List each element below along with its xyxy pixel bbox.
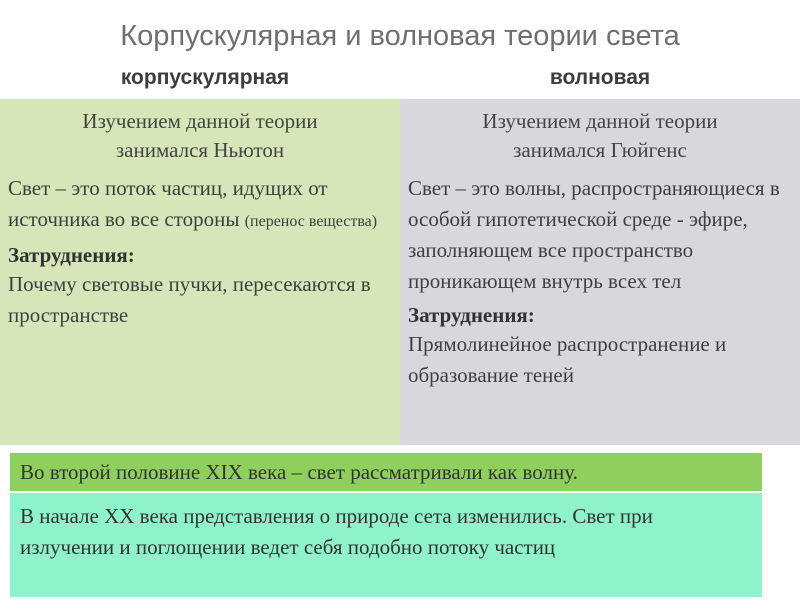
corpuscular-definition [0,173,400,237]
column-header-wave: волновая [549,66,651,89]
wave-author: Изучением данной теории занимался Гюйгенс [482,109,718,162]
corpuscular-definition-text: Свет – это поток частиц, идущих от источника во все стороны [8,176,328,231]
wave-difficulties-label: Затруднения: [408,303,535,327]
twentieth-century-note: В начале XX века представления о природе сета изменились. Свет при излучении и поглощении ведет себя подобно потоку частиц [10,493,762,597]
corpuscular-difficulties: Почему световые пучки, пересекаются в пространстве [8,272,371,327]
nineteenth-century-note: Во второй половине XIX века – свет рассматривали как волну. [10,453,762,491]
corpuscular-panel [0,99,400,445]
corpuscular-author: Изучением данной теории занимался Ньютон [82,109,318,162]
corpuscular-note: (перенос вещества) [244,213,378,230]
wave-difficulties: Прямолинейное распространение и образование теней [408,332,727,387]
slide-title: Корпускулярная и волновая теории света [120,20,680,52]
column-header-corpuscular: корпускулярная [120,66,290,89]
wave-definition: Свет – это волны, распространяющиеся в особой гипотетической среде - эфире, заполняющем все пространство проникающем внутрь всех тел [408,176,780,293]
corpuscular-difficulties-label: Затруднения: [8,243,135,267]
wave-panel [400,99,800,445]
